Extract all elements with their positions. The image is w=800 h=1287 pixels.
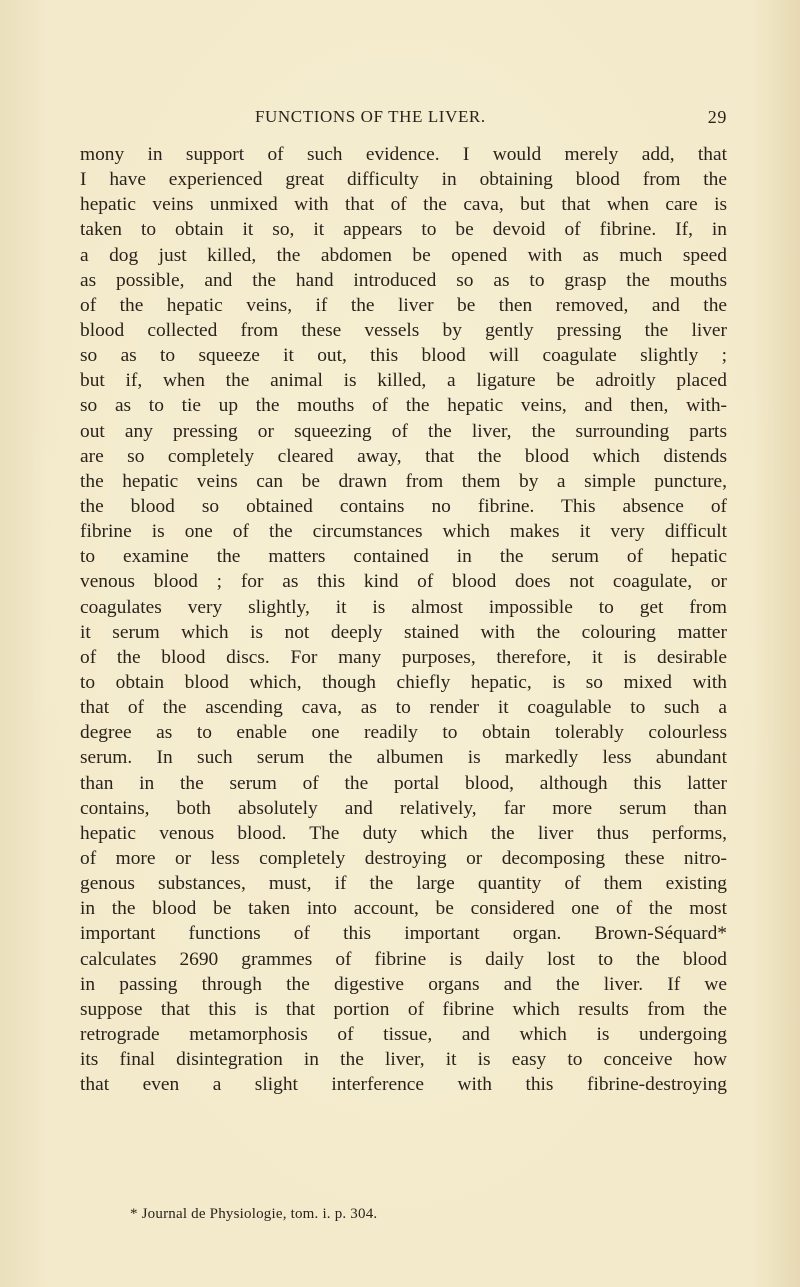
text-line: important functions of this important organ. Brown-Séquard* bbox=[80, 923, 727, 945]
text-line: calculates 2690 grammes of fibrine is daily lost to the blood bbox=[80, 948, 727, 970]
text-line: so as to squeeze it out, this blood will coagulate slightly ; bbox=[80, 345, 727, 367]
text-line: it serum which is not deeply stained with the colouring matter bbox=[80, 621, 727, 643]
body-text bbox=[80, 142, 727, 1097]
text-line: that of the ascending cava, as to render it coagulable to such a bbox=[80, 697, 727, 719]
text-line: venous blood ; for as this kind of blood does not coagulate, or bbox=[80, 571, 727, 593]
page-number: 29 bbox=[707, 107, 727, 127]
text-line: of more or less completely destroying or decomposing these nitro- bbox=[80, 847, 727, 869]
text-line: hepatic veins unmixed with that of the cava, but that when care is bbox=[80, 194, 727, 216]
text-line: blood collected from these vessels by gently pressing the liver bbox=[80, 319, 727, 341]
text-line: the blood so obtained contains no fibrine. This absence of bbox=[80, 495, 727, 517]
running-title: FUNCTIONS OF THE LIVER. bbox=[255, 107, 486, 126]
text-line: to obtain blood which, though chiefly hepatic, is so mixed with bbox=[80, 671, 727, 693]
text-line: out any pressing or squeezing of the liver, the surrounding parts bbox=[80, 420, 727, 442]
text-line: its final disintegration in the liver, it is easy to conceive how bbox=[80, 1049, 727, 1071]
text-line: a dog just killed, the abdomen be opened with as much speed bbox=[80, 244, 727, 266]
text-line: I have experienced great difficulty in obtaining blood from the bbox=[80, 169, 727, 191]
text-line: retrograde metamorphosis of tissue, and which is undergoing bbox=[80, 1023, 727, 1045]
text-line: of the blood discs. For many purposes, therefore, it is desirable bbox=[80, 646, 727, 668]
text-line: genous substances, must, if the large quantity of them existing bbox=[80, 873, 727, 895]
text-line: to examine the matters contained in the serum of hepatic bbox=[80, 546, 727, 568]
text-line: degree as to enable one readily to obtain tolerably colourless bbox=[80, 722, 727, 744]
text-line: as possible, and the hand introduced so as to grasp the mouths bbox=[80, 269, 727, 291]
text-line: in passing through the digestive organs and the liver. If we bbox=[80, 973, 727, 995]
text-line: contains, both absolutely and relatively, far more serum than bbox=[80, 797, 727, 819]
text-line: are so completely cleared away, that the blood which distends bbox=[80, 445, 727, 467]
text-line: so as to tie up the mouths of the hepatic veins, and then, with- bbox=[80, 395, 727, 417]
text-line: the hepatic veins can be drawn from them by a simple puncture, bbox=[80, 470, 727, 492]
text-line: but if, when the animal is killed, a ligature be adroitly placed bbox=[80, 370, 727, 392]
running-header bbox=[80, 107, 727, 131]
text-line: hepatic venous blood. The duty which the liver thus performs, bbox=[80, 822, 727, 844]
text-line: coagulates very slightly, it is almost impossible to get from bbox=[80, 596, 727, 618]
text-line: of the hepatic veins, if the liver be then removed, and the bbox=[80, 294, 727, 316]
text-line: taken to obtain it so, it appears to be devoid of fibrine. If, in bbox=[80, 219, 727, 241]
text-line: suppose that this is that portion of fibrine which results from the bbox=[80, 998, 727, 1020]
text-line: mony in support of such evidence. I would merely add, that bbox=[80, 144, 727, 165]
text-line: serum. In such serum the albumen is markedly less abundant bbox=[80, 747, 727, 769]
text-line: than in the serum of the portal blood, although this latter bbox=[80, 772, 727, 794]
text-line: that even a slight interference with this fibrine-destroying bbox=[80, 1074, 727, 1096]
text-line: fibrine is one of the circumstances which makes it very difficult bbox=[80, 521, 727, 543]
footnote: * Journal de Physiologie, tom. i. p. 304. bbox=[130, 1206, 378, 1222]
text-line: in the blood be taken into account, be considered one of the most bbox=[80, 898, 727, 920]
